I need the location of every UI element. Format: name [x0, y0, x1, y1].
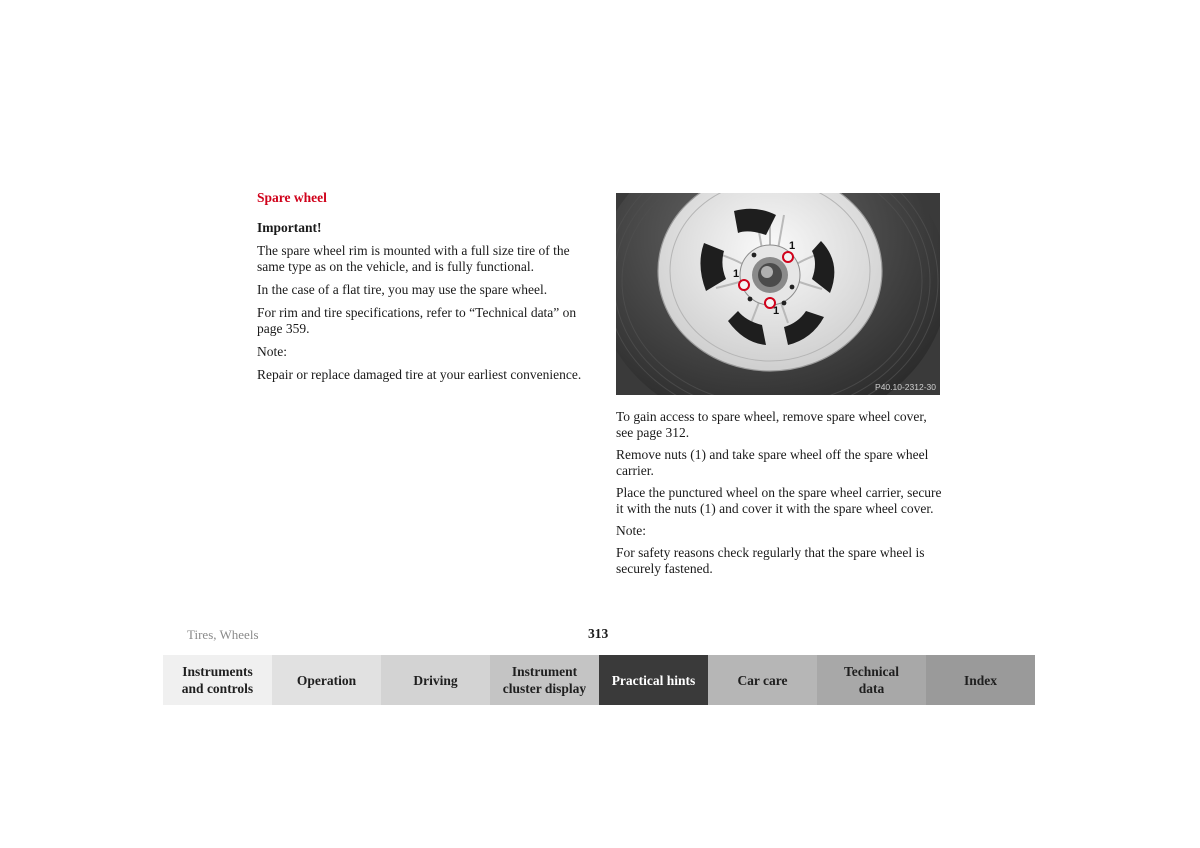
- note-label: Note:: [616, 523, 646, 538]
- paragraph: The spare wheel rim is mounted with a full size tire of the same type as on the vehicle, and is fully functional.: [257, 243, 570, 274]
- paragraph: For rim and tire specifications, refer to “Technical data” on page 359.: [257, 305, 577, 336]
- tab-index[interactable]: [926, 655, 1035, 705]
- callout-1: 1: [773, 305, 780, 317]
- chapter-nav: [163, 655, 1036, 705]
- spare-wheel-illustration: [616, 193, 940, 395]
- tab-label: Instruments and controls: [181, 664, 254, 696]
- tab-car-care[interactable]: [708, 655, 817, 705]
- callout-1: 1: [733, 268, 740, 280]
- paragraph: Place the punctured wheel on the spare wheel carrier, secure it with the nuts (1) and cover it with the spare wheel cover.: [616, 485, 942, 516]
- note-text: Repair or replace damaged tire at your earliest convenience.: [257, 367, 582, 382]
- page-number: 313: [588, 626, 609, 641]
- tab-label: Instrument cluster display: [502, 664, 587, 696]
- note-text: For safety reasons check regularly that the spare wheel is securely fastened.: [616, 545, 925, 576]
- tab-practical-hints[interactable]: [599, 655, 708, 705]
- right-column: [616, 409, 946, 583]
- tab-instruments-and-controls[interactable]: [163, 655, 272, 705]
- note-label: Note:: [257, 344, 287, 359]
- tab-technical-data[interactable]: [817, 655, 926, 705]
- paragraph: To gain access to spare wheel, remove spare wheel cover, see page 312.: [616, 409, 927, 440]
- tab-label: Practical hints: [611, 672, 696, 688]
- tab-label: Operation: [296, 672, 357, 688]
- tab-label: Car care: [737, 672, 788, 688]
- callout-1: 1: [789, 240, 796, 252]
- tab-label: Driving: [413, 672, 458, 688]
- wheel-drawing: [616, 193, 940, 395]
- tab-driving[interactable]: [381, 655, 490, 705]
- paragraph: In the case of a flat tire, you may use the spare wheel.: [257, 282, 548, 297]
- tab-instrument-cluster-display[interactable]: [490, 655, 599, 705]
- tab-label: Index: [963, 672, 997, 688]
- important-label: Important!: [257, 220, 322, 235]
- section-title: Tires, Wheels: [187, 627, 259, 642]
- figure-code: P40.10-2312-30: [875, 382, 936, 392]
- tab-label: Technical data: [843, 664, 899, 696]
- tab-operation[interactable]: [272, 655, 381, 705]
- section-heading: Spare wheel: [257, 190, 327, 205]
- paragraph: Remove nuts (1) and take spare wheel off the spare wheel carrier.: [616, 447, 929, 478]
- left-column: [257, 190, 597, 390]
